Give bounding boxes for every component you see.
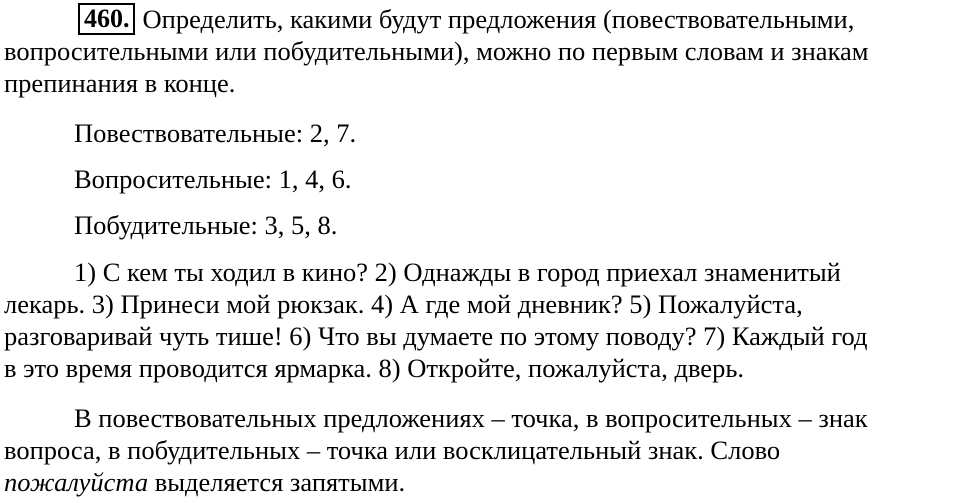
task-number-box: 460. xyxy=(78,3,135,35)
sentences-paragraph xyxy=(4,256,954,384)
conclusion-line-3-rest: выделяется запятыми. xyxy=(148,467,406,497)
answer-interrogative: Вопросительные: 1, 4, 6. xyxy=(74,164,352,194)
answer-narrative: Повествовательные: 2, 7. xyxy=(74,118,357,148)
conclusion-line-2: вопроса, в побудительных – точка или восклицательный знак. Слово xyxy=(4,435,781,465)
conclusion-paragraph xyxy=(4,402,954,498)
task-statement xyxy=(4,3,954,99)
sentences-line-4: в это время проводится ярмарка. 8) Откройте, пожалуйста, дверь. xyxy=(4,353,745,383)
conclusion-line-3 xyxy=(4,466,954,498)
answer-imperative: Побудительные: 3, 5, 8. xyxy=(74,210,338,240)
sentences-line-2: лекарь. 3) Принеси мой рюкзак. 4) А где мой дневник? 5) Пожалуйста, xyxy=(4,289,803,319)
task-line-3: препинания в конце. xyxy=(4,68,236,98)
sentences-line-1: 1) С кем ты ходил в кино? 2) Однажды в город приехал знаменитый xyxy=(74,257,841,287)
task-line-1 xyxy=(4,3,954,35)
sentences-line-3: разговаривай чуть тише! 6) Что вы думаете по этому поводу? 7) Каждый год xyxy=(4,321,868,351)
conclusion-line-1: В повествовательных предложениях – точка, в вопросительных – знак xyxy=(74,403,868,433)
task-line-2: вопросительными или побудительными), можно по первым словам и знакам xyxy=(4,36,869,66)
task-text-1: Определить, какими будут предложения (повествовательными, xyxy=(142,4,855,34)
italic-word: пожалуйста xyxy=(4,467,149,497)
